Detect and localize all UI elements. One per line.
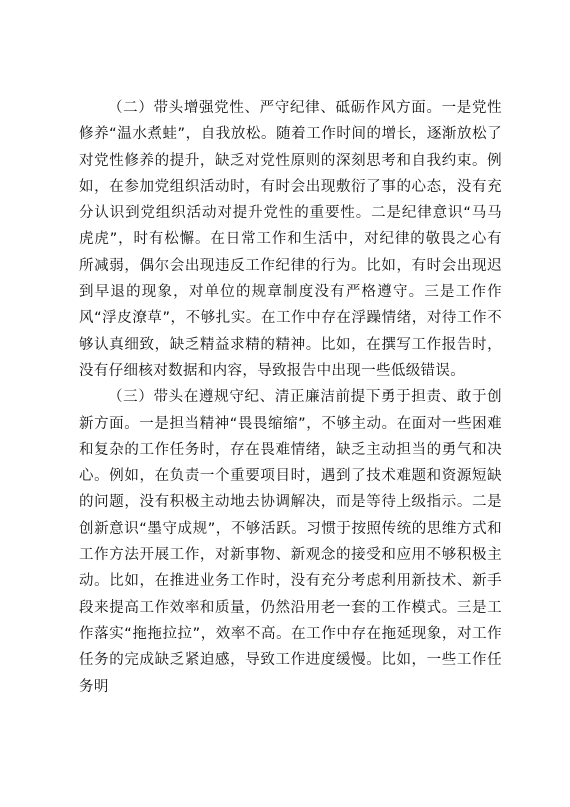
paragraph-section-two: （二）带头增强党性、严守纪律、砥砺作风方面。一是党性修养“温水煮蛙”，自我放松。随着工作时间的增长，逐渐放松了对党性修养的提升，缺乏对党性原则的深刻思考和自我约束。例如，在参加党组织活动时，有时会出现敷衍了事的心态，没有充分认识到党组织活动对提升党性的重要性。二是纪律意识“马马虎虎”，时有松懈。在日常工作和生活中，对纪律的敬畏之心有所减弱，偶尔会出现违反工作纪律的行为。比如，有时会出现迟到早退的现象，对单位的规章制度没有严格遵守。三是工作作风“浮皮潦草”，不够扎实。在工作中存在浮躁情绪，对待工作不够认真细致，缺乏精益求精的精神。比如，在撰写工作报告时，没有仔细核对数据和内容，导致报告中出现一些低级错误。 [79,100,502,379]
paragraph-section-three: （三）带头在遵规守纪、清正廉洁前提下勇于担责、敢于创新方面。一是担当精神“畏畏缩缩”，不够主动。在面对一些困难和复杂的工作任务时，存在畏难情绪，缺乏主动担当的勇气和决心。例如，在负责一个重要项目时，遇到了技术难题和资源短缺的问题，没有积极主动地去协调解决，而是等待上级指示。二是创新意识“墨守成规”，不够活跃。习惯于按照传统的思维方式和工作方法开展工作，对新事物、新观念的接受和应用不够积极主动。比如，在推进业务工作时，没有充分考虑利用新技术、新手段来提高工作效率和质量，仍然沿用老一套的工作模式。三是工作落实“拖拖拉拉”，效率不高。在工作中存在拖延现象，对工作任务的完成缺乏紧迫感，导致工作进度缓慢。比如，一些工作任务明 [79,389,502,695]
